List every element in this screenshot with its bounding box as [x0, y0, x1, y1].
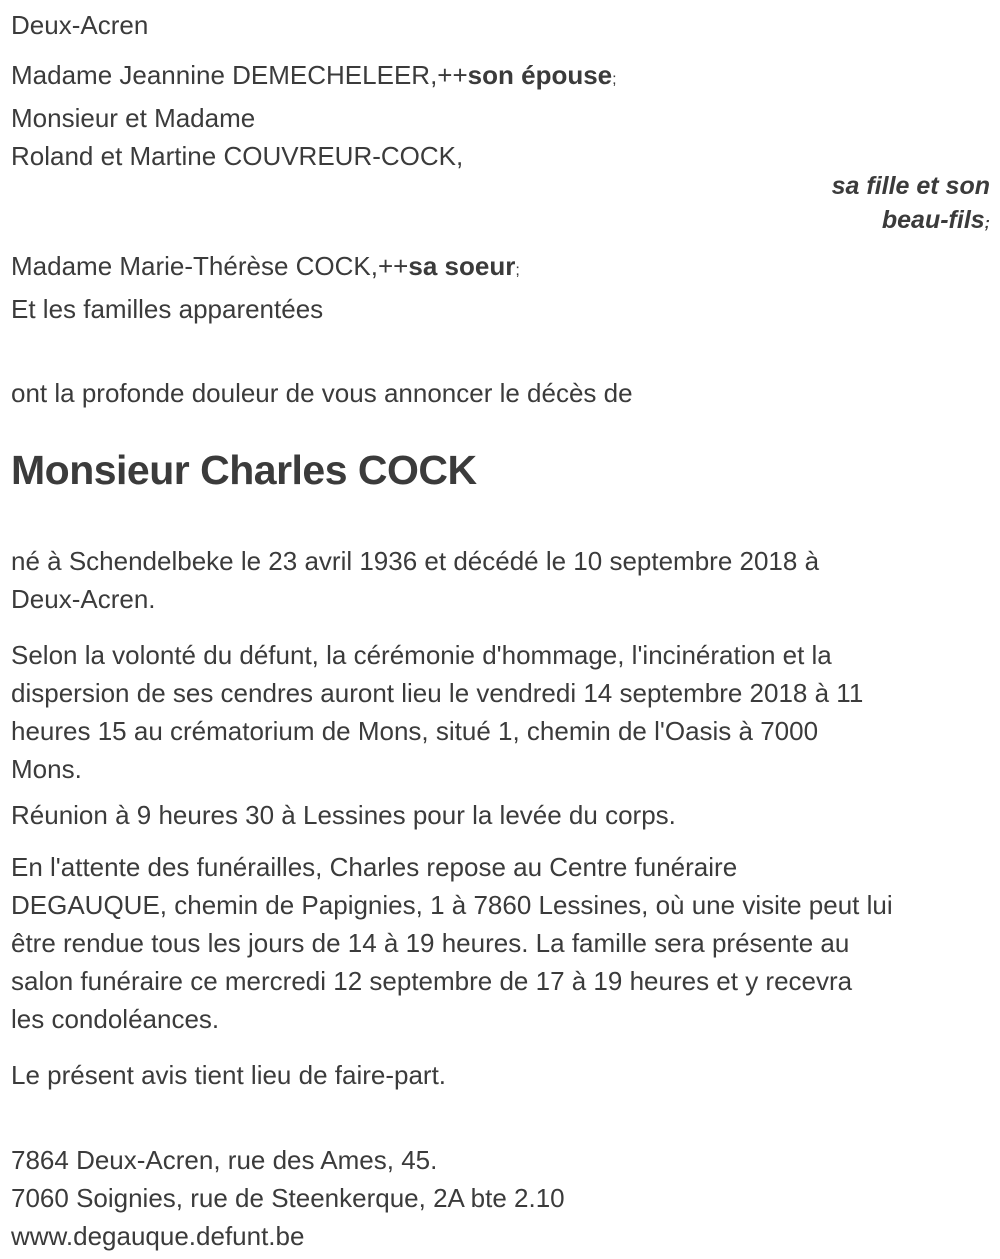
visitation-line-4: salon funéraire ce mercredi 12 septembre de 17 à 19 heures et y recevra — [11, 966, 853, 996]
spouse-separator: ; — [612, 71, 617, 88]
relation-line-1: sa fille et son — [831, 172, 990, 200]
address-line-2: 7060 Soignies, rue de Steenkerque, 2A bte 2.10 — [11, 1183, 565, 1213]
deceased-name-heading: Monsieur Charles COCK — [11, 447, 477, 493]
family-line-monsieur-madame: Monsieur et Madame — [11, 103, 256, 133]
families-line: Et les familles apparentées — [11, 294, 324, 324]
fare-part-line: Le présent avis tient lieu de faire-part. — [11, 1060, 447, 1090]
sister-relation: sa soeur — [408, 251, 516, 281]
sister-line — [11, 247, 990, 290]
ceremony-line-4: Mons. — [11, 754, 82, 784]
family-line-couple: Roland et Martine COUVREUR-COCK, — [11, 141, 464, 171]
visitation-line-3: être rendue tous les jours de 14 à 19 heures. La famille sera présente au — [11, 928, 850, 958]
daughter-relation-block — [11, 169, 990, 241]
family-block — [11, 56, 990, 175]
city-line: Deux-Acren — [11, 10, 149, 40]
ceremony-line-1: Selon la volonté du défunt, la cérémonie d'hommage, l'incinération et la — [11, 640, 832, 670]
relation-beau-fils: beau-fils — [881, 206, 985, 234]
meeting-line: Réunion à 9 heures 30 à Lessines pour la levée du corps. — [11, 800, 676, 830]
visitation-line-2: DEGAUQUE, chemin de Papignies, 1 à 7860 Lessines, où une visite peut lui — [11, 890, 893, 920]
address-line-1: 7864 Deux-Acren, rue des Ames, 45. — [11, 1145, 438, 1175]
birth-death-paragraph — [11, 542, 990, 618]
birth-death-line-1: né à Schendelbeke le 23 avril 1936 et décédé le 10 septembre 2018 à — [11, 546, 820, 576]
sister-separator: ; — [515, 262, 520, 279]
spouse-name: Madame Jeannine DEMECHELEER,++ — [11, 60, 468, 90]
website-line: www.degauque.defunt.be — [11, 1221, 305, 1251]
birth-death-line-2: Deux-Acren. — [11, 584, 156, 614]
ceremony-line-3: heures 15 au crématorium de Mons, situé 1, chemin de l'Oasis à 7000 — [11, 716, 819, 746]
ceremony-paragraph — [11, 636, 990, 788]
visitation-line-5: les condoléances. — [11, 1004, 220, 1034]
spouse-line — [11, 56, 990, 99]
relation-separator: ; — [984, 215, 990, 232]
announcement-line: ont la profonde douleur de vous annoncer le décès de — [11, 378, 633, 408]
ceremony-line-2: dispersion de ses cendres auront lieu le vendredi 14 septembre 2018 à 11 — [11, 678, 864, 708]
visitation-paragraph — [11, 848, 990, 1038]
sister-families-block — [11, 247, 990, 328]
spouse-relation: son épouse — [467, 60, 613, 90]
visitation-line-1: En l'attente des funérailles, Charles repose au Centre funéraire — [11, 852, 738, 882]
sister-name: Madame Marie-Thérèse COCK,++ — [11, 251, 409, 281]
relation-line-2 — [11, 203, 990, 241]
address-block — [11, 1141, 990, 1255]
